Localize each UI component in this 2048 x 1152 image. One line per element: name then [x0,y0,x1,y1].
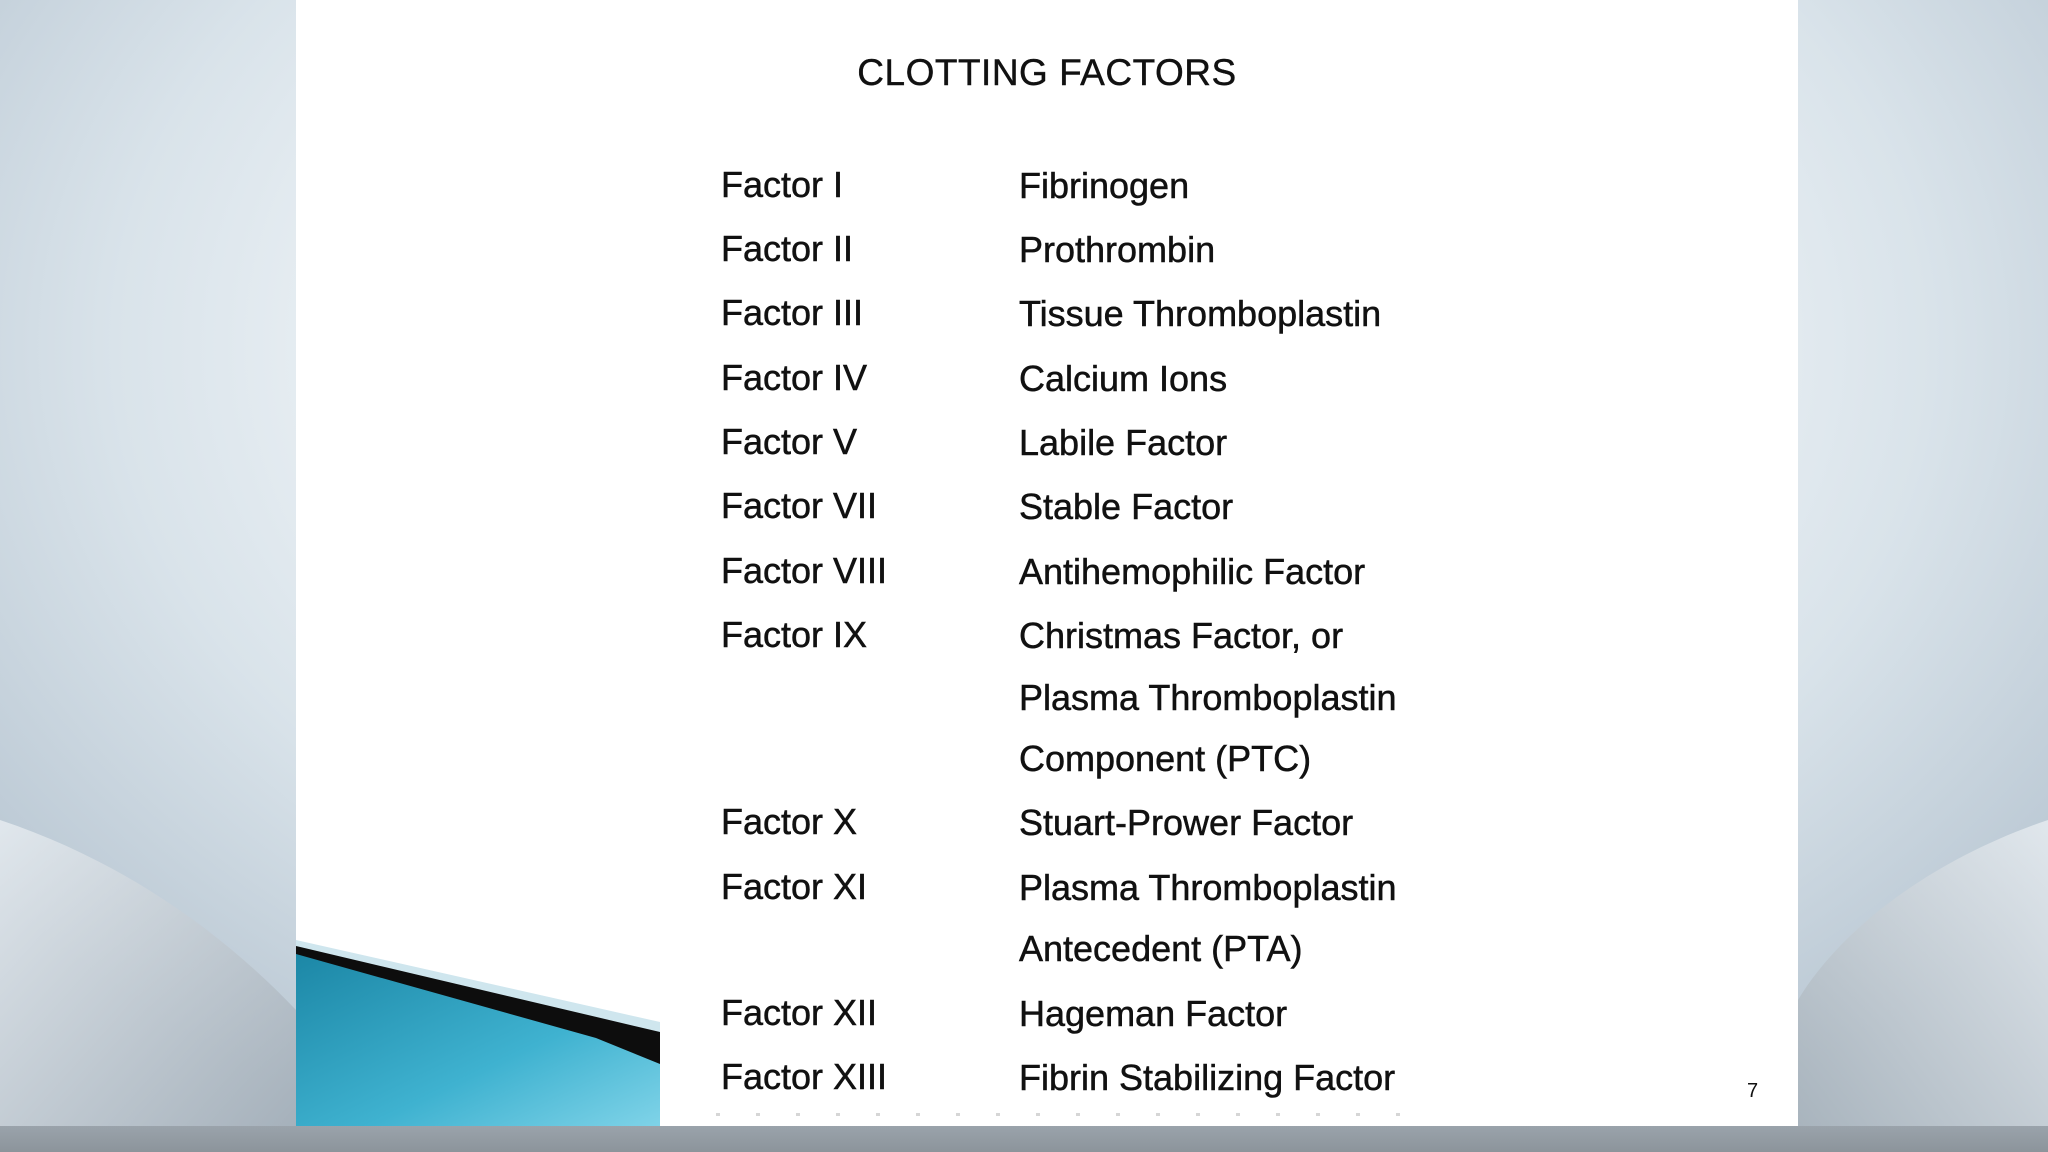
factor-label: Factor III [721,292,864,333]
factor-name-continuation: Component (PTC) [1019,738,1312,779]
factor-label: Factor V [721,421,858,462]
factor-label: Factor VIII [721,550,888,591]
factor-label: Factor XI [721,866,868,907]
factor-label: Factor X [721,801,858,842]
factor-name-continuation: Plasma Thromboplastin [1019,677,1397,718]
slide-title: CLOTTING FACTORS [857,52,1237,93]
bottom-border-strip [0,1126,2048,1152]
factor-name: Fibrin Stabilizing Factor [1019,1057,1396,1098]
corner-teal-decoration [296,940,660,1126]
factor-label: Factor I [721,164,844,205]
factor-name: Christmas Factor, or [1019,615,1344,656]
factor-name: Tissue Thromboplastin [1019,293,1382,334]
factor-label: Factor XII [721,992,878,1033]
factor-label: Factor VII [721,485,878,526]
factor-name: Prothrombin [1019,229,1216,270]
factor-label: Factor IV [721,357,868,398]
factor-name: Fibrinogen [1019,165,1190,206]
page-number: 7 [1747,1080,1759,1102]
factor-label: Factor IX [721,614,868,655]
factor-name: Antihemophilic Factor [1019,551,1366,592]
slide [296,0,1798,1126]
factor-name: Stuart-Prower Factor [1019,802,1354,843]
factor-name: Plasma Thromboplastin [1019,867,1397,908]
factor-name: Labile Factor [1019,422,1228,463]
factor-name: Calcium Ions [1019,358,1228,399]
scan-artifact [716,1113,1416,1116]
factor-label: Factor II [721,228,854,269]
factor-name-continuation: Antecedent (PTA) [1019,928,1303,969]
factor-label: Factor XIII [721,1056,888,1097]
factor-name: Hageman Factor [1019,993,1288,1034]
factor-name: Stable Factor [1019,486,1234,527]
